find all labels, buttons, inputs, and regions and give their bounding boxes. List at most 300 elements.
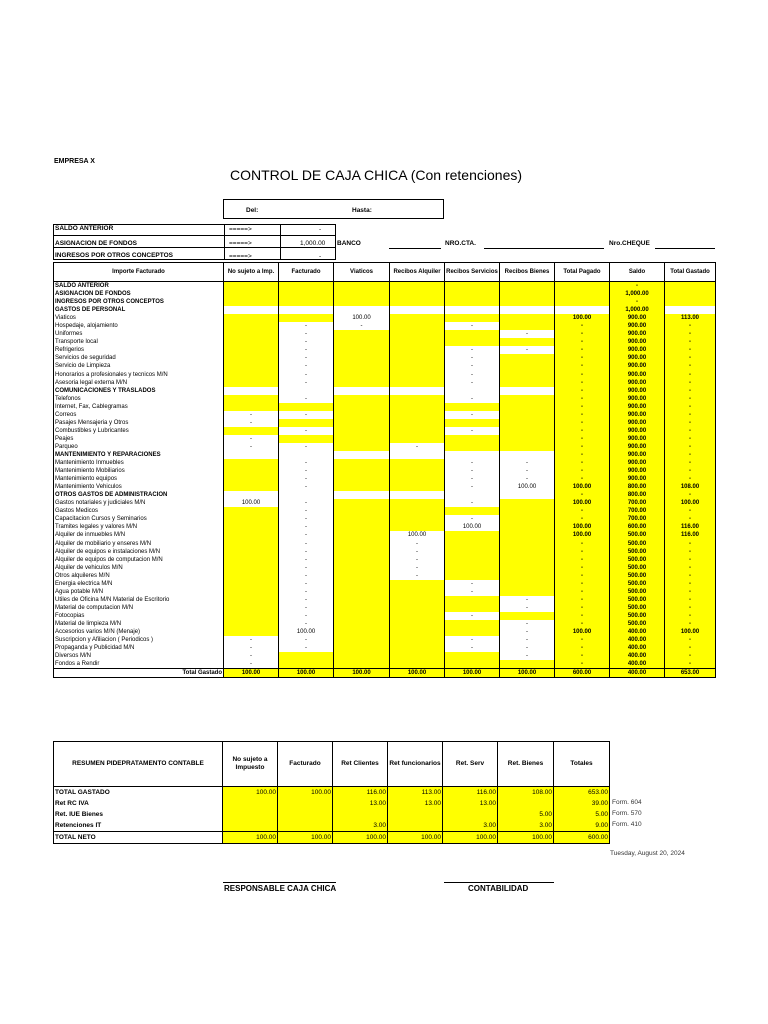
summary-cell [388, 820, 443, 832]
cell [224, 459, 279, 467]
cell [334, 395, 390, 403]
cell: - [555, 403, 610, 411]
cell [334, 531, 390, 539]
cell: - [665, 612, 716, 620]
cell [224, 604, 279, 612]
cell: - [390, 540, 445, 548]
cell [390, 523, 445, 531]
cell [500, 523, 555, 531]
cell [445, 620, 500, 628]
row-label: Diversos M/N [54, 652, 224, 660]
cell: 100.00 [555, 483, 610, 491]
cell [334, 475, 390, 483]
row-label: GASTOS DE PERSONAL [54, 306, 224, 314]
cell [224, 387, 279, 395]
table-row [54, 443, 716, 451]
summary-cell [443, 809, 498, 820]
cell: - [555, 395, 610, 403]
cell [445, 531, 500, 539]
cell: - [500, 628, 555, 636]
cell [224, 548, 279, 556]
cell [445, 306, 500, 314]
table-row [54, 403, 716, 411]
cell [334, 467, 390, 475]
row-label: SALDO ANTERIOR [54, 282, 224, 291]
cell: 100.00 [555, 523, 610, 531]
cell: - [665, 620, 716, 628]
cell [279, 306, 334, 314]
cell [224, 322, 279, 330]
cell: 100.00 [555, 499, 610, 507]
summary-cell: 108.00 [498, 787, 554, 799]
table-row [54, 371, 716, 379]
summary-cell: 3.00 [333, 820, 388, 832]
cell: - [279, 572, 334, 580]
cell: 100.00 [445, 523, 500, 531]
summary-row-label: TOTAL GASTADO [54, 787, 223, 799]
summary-row [54, 832, 610, 844]
cell [390, 346, 445, 354]
summary-cell: 3.00 [443, 820, 498, 832]
table-row [54, 419, 716, 427]
summary-cell [223, 809, 278, 820]
cell [224, 491, 279, 499]
cell: - [390, 564, 445, 572]
table-row [54, 620, 716, 628]
cell [445, 628, 500, 636]
cell: - [665, 556, 716, 564]
cell: 400.00 [610, 660, 665, 669]
cell [500, 443, 555, 451]
cell: - [279, 548, 334, 556]
row-label: Honorarios a profesionales y tecnicos M/N [54, 371, 224, 379]
cell: - [445, 371, 500, 379]
expense-table [53, 262, 716, 678]
cell: - [555, 419, 610, 427]
row-label: Mantenimiento Mobiliarios [54, 467, 224, 475]
cell: 900.00 [610, 411, 665, 419]
cell: - [445, 515, 500, 523]
cell: - [665, 338, 716, 346]
cell [500, 515, 555, 523]
cell: - [665, 346, 716, 354]
cell [224, 507, 279, 515]
table-row [54, 483, 716, 491]
cell: - [445, 636, 500, 644]
cell: 900.00 [610, 403, 665, 411]
cell [445, 548, 500, 556]
cell: - [665, 395, 716, 403]
cell [334, 379, 390, 387]
total-cell: 100.00 [390, 669, 445, 678]
cell [279, 435, 334, 443]
summary-row [54, 809, 610, 820]
cell: 900.00 [610, 354, 665, 362]
cell [445, 507, 500, 515]
row-label: Internet, Fax, Cablegramas [54, 403, 224, 411]
cell [390, 379, 445, 387]
cell [500, 395, 555, 403]
cell [279, 290, 334, 298]
asignacion-label: ASIGNACION DE FONDOS [55, 240, 137, 247]
cell [334, 596, 390, 604]
cell [390, 362, 445, 370]
row-label: Material de computacion M/N [54, 604, 224, 612]
cell: 800.00 [610, 483, 665, 491]
table-row [54, 491, 716, 499]
cell: - [555, 467, 610, 475]
cell [224, 298, 279, 306]
cell: - [665, 507, 716, 515]
table-row [54, 290, 716, 298]
cell: - [610, 282, 665, 291]
row-label: Gastos Medicos [54, 507, 224, 515]
row-label: Material de limpieza M/N [54, 620, 224, 628]
cell [445, 338, 500, 346]
cell [279, 387, 334, 395]
cell [334, 628, 390, 636]
cell [500, 379, 555, 387]
cell [390, 596, 445, 604]
cell [500, 362, 555, 370]
summary-cell [388, 809, 443, 820]
cell [224, 290, 279, 298]
table-row [54, 395, 716, 403]
cell: - [665, 411, 716, 419]
cell: 900.00 [610, 427, 665, 435]
cell [224, 395, 279, 403]
cell: 100.00 [665, 628, 716, 636]
cell [224, 596, 279, 604]
cell: 100.00 [555, 628, 610, 636]
cell [390, 306, 445, 314]
cell [500, 499, 555, 507]
summary-cell: 13.00 [443, 798, 498, 809]
summary-cell: 9.00 [554, 820, 610, 832]
cell: - [555, 564, 610, 572]
cell [334, 403, 390, 411]
cell [390, 475, 445, 483]
cell [334, 483, 390, 491]
cell: 500.00 [610, 556, 665, 564]
table-row [54, 580, 716, 588]
cell [445, 451, 500, 459]
column-header: Total Gastado [665, 263, 716, 282]
cell [224, 475, 279, 483]
cell: - [555, 540, 610, 548]
row-label: Fondos a Rendir [54, 660, 224, 669]
cell [390, 338, 445, 346]
summary-cell: 3.00 [498, 820, 554, 832]
cell: - [279, 379, 334, 387]
cell: - [334, 322, 390, 330]
cell [445, 387, 500, 395]
cell [390, 628, 445, 636]
table-row [54, 314, 716, 322]
row-label: Suscripcion y Afiliacion ( Periodicos ) [54, 636, 224, 644]
table-row [54, 362, 716, 370]
cell [334, 572, 390, 580]
total-cell: 100.00 [224, 669, 279, 678]
cell [445, 290, 500, 298]
total-cell: 100.00 [334, 669, 390, 678]
cell [334, 459, 390, 467]
cell: - [445, 467, 500, 475]
cell: - [279, 362, 334, 370]
summary-cell: 116.00 [333, 787, 388, 799]
row-label: Mantenimiento equipos [54, 475, 224, 483]
cell: - [445, 612, 500, 620]
row-label: Telefonos [54, 395, 224, 403]
cell: - [445, 499, 500, 507]
period-box [223, 199, 444, 219]
table-row [54, 346, 716, 354]
cell [500, 322, 555, 330]
table-row [54, 564, 716, 572]
cell: 100.00 [500, 483, 555, 491]
cell [500, 338, 555, 346]
summary-header: Ret. Bienes [498, 742, 554, 787]
table-row [54, 282, 716, 291]
cell [279, 652, 334, 660]
cell: - [555, 548, 610, 556]
total-cell: 600.00 [555, 669, 610, 678]
cell [224, 564, 279, 572]
cell [500, 660, 555, 669]
cell: - [665, 379, 716, 387]
cell: 900.00 [610, 330, 665, 338]
summary-cell: 600.00 [554, 832, 610, 844]
table-row [54, 507, 716, 515]
cell: 900.00 [610, 387, 665, 395]
cell: - [555, 588, 610, 596]
cell: - [224, 644, 279, 652]
cell: 100.00 [665, 499, 716, 507]
cell [390, 515, 445, 523]
cell: - [279, 515, 334, 523]
cell: - [555, 427, 610, 435]
cell: - [665, 596, 716, 604]
table-row [54, 588, 716, 596]
summary-row [54, 798, 610, 809]
cell: - [665, 588, 716, 596]
total-cell: 100.00 [279, 669, 334, 678]
column-header: Viaticos [334, 263, 390, 282]
cell: - [445, 588, 500, 596]
summary-row [54, 787, 610, 799]
cell [334, 306, 390, 314]
table-row [54, 387, 716, 395]
cell: 116.00 [665, 531, 716, 539]
cell [334, 515, 390, 523]
cell: - [665, 435, 716, 443]
cell: - [500, 604, 555, 612]
cell [334, 588, 390, 596]
cell [224, 371, 279, 379]
cell: - [279, 523, 334, 531]
cell [224, 306, 279, 314]
cell [334, 354, 390, 362]
table-row [54, 572, 716, 580]
ingresos-value: - [319, 253, 322, 260]
row-label: MANTENIMIENTO Y REPARACIONES [54, 451, 224, 459]
cell [390, 580, 445, 588]
column-header: Facturado [279, 263, 334, 282]
cell [445, 652, 500, 660]
summary-cell: 13.00 [333, 798, 388, 809]
cell: - [224, 419, 279, 427]
cell: - [555, 644, 610, 652]
column-header: Recibos Servicios [445, 263, 500, 282]
cell [334, 644, 390, 652]
cell [279, 660, 334, 669]
cell [334, 451, 390, 459]
summary-cell [278, 798, 333, 809]
cell [390, 290, 445, 298]
cell [445, 596, 500, 604]
row-label: Gastos notariales y judiciales M/N [54, 499, 224, 507]
cell: - [500, 620, 555, 628]
cell [500, 427, 555, 435]
signature-contabilidad: CONTABILIDAD [468, 884, 529, 893]
cell: - [665, 419, 716, 427]
row-label: Alquiler de vehiculos M/N [54, 564, 224, 572]
cell [390, 467, 445, 475]
cell [334, 282, 390, 291]
cell: 100.00 [390, 531, 445, 539]
cell: - [665, 475, 716, 483]
cell [334, 580, 390, 588]
summary-row [54, 820, 610, 832]
cell: - [555, 379, 610, 387]
cell: - [665, 387, 716, 395]
summary-cell [223, 820, 278, 832]
cell [665, 298, 716, 306]
table-row [54, 427, 716, 435]
cell: - [665, 564, 716, 572]
cell: - [224, 411, 279, 419]
cell [500, 451, 555, 459]
cell [390, 395, 445, 403]
cell: - [500, 459, 555, 467]
cell: 900.00 [610, 475, 665, 483]
summary-cell: 100.00 [278, 832, 333, 844]
cell: - [500, 652, 555, 660]
nro-cta-label: NRO.CTA. [445, 240, 476, 247]
cell: - [279, 330, 334, 338]
cell [334, 419, 390, 427]
cell [445, 282, 500, 291]
cell: 116.00 [665, 523, 716, 531]
cell: 900.00 [610, 322, 665, 330]
table-row [54, 338, 716, 346]
cell [500, 403, 555, 411]
cell: - [445, 459, 500, 467]
cell [500, 354, 555, 362]
column-header: Recibos Alquiler [390, 263, 445, 282]
cell: - [445, 362, 500, 370]
cell [390, 652, 445, 660]
summary-cell: 39.00 [554, 798, 610, 809]
cell [334, 411, 390, 419]
cell: - [445, 475, 500, 483]
cell: - [665, 322, 716, 330]
total-cell: 100.00 [445, 669, 500, 678]
cell [665, 290, 716, 298]
cell [390, 660, 445, 669]
table-row [54, 459, 716, 467]
cell: - [279, 588, 334, 596]
cell: - [555, 572, 610, 580]
cell [390, 371, 445, 379]
cell: - [279, 531, 334, 539]
cell [334, 612, 390, 620]
row-label: Servicio de Limpieza [54, 362, 224, 370]
cell [555, 306, 610, 314]
cell [500, 588, 555, 596]
cell [390, 644, 445, 652]
period-to-label: Hasta: [352, 207, 372, 214]
cell [500, 548, 555, 556]
cell: - [445, 580, 500, 588]
table-row [54, 379, 716, 387]
cell [224, 346, 279, 354]
table-row [54, 556, 716, 564]
summary-cell [333, 809, 388, 820]
cell [445, 556, 500, 564]
cell: - [610, 298, 665, 306]
summary-cell: 100.00 [333, 832, 388, 844]
cell [390, 604, 445, 612]
cell: 100.00 [555, 314, 610, 322]
cell: 500.00 [610, 596, 665, 604]
cell [224, 354, 279, 362]
cell: 900.00 [610, 467, 665, 475]
cell [445, 314, 500, 322]
cell: 500.00 [610, 540, 665, 548]
summary-header: Ret. Serv [443, 742, 498, 787]
cell [555, 298, 610, 306]
cell: - [665, 580, 716, 588]
cell [500, 419, 555, 427]
cell [224, 379, 279, 387]
cell: 500.00 [610, 564, 665, 572]
banco-label: BANCO [337, 240, 361, 247]
cell: - [279, 644, 334, 652]
cell: - [665, 644, 716, 652]
cell [334, 507, 390, 515]
cell [224, 451, 279, 459]
cell: - [665, 548, 716, 556]
cell: - [665, 467, 716, 475]
cell [390, 612, 445, 620]
column-header: Importe Facturado [54, 263, 224, 282]
cell [390, 507, 445, 515]
cell: - [665, 572, 716, 580]
row-label: Accesorios varios M/N (Menaje) [54, 628, 224, 636]
cell [445, 443, 500, 451]
cell [445, 491, 500, 499]
summary-header: Ret funcionarios [388, 742, 443, 787]
cell: 700.00 [610, 507, 665, 515]
row-label: Energia electrica M/N [54, 580, 224, 588]
summary-cell: 100.00 [388, 832, 443, 844]
row-label: INGRESOS POR OTROS CONCEPTOS [54, 298, 224, 306]
cell: - [390, 572, 445, 580]
cell [224, 330, 279, 338]
cell [334, 523, 390, 531]
row-label: Otros alquileres M/N [54, 572, 224, 580]
